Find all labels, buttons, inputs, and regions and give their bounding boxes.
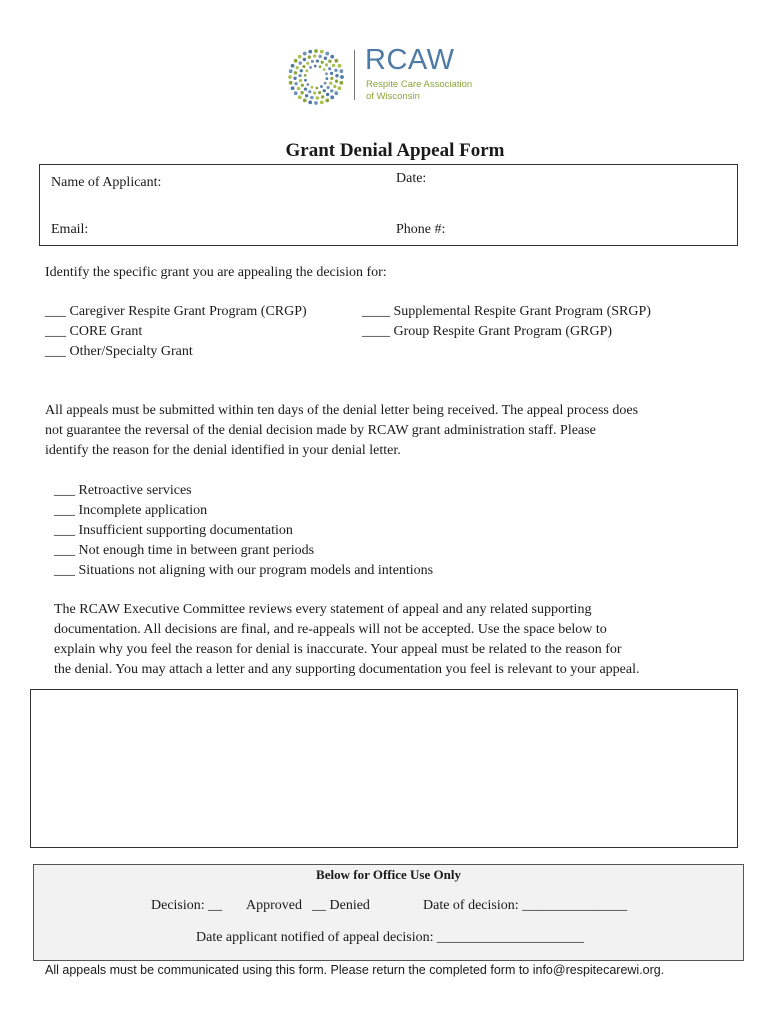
logo-dot bbox=[313, 54, 316, 57]
logo-dot bbox=[313, 91, 316, 94]
logo-dot bbox=[330, 77, 333, 80]
logo-dot bbox=[303, 58, 306, 61]
logo-dot bbox=[293, 77, 296, 80]
logo-dot bbox=[311, 60, 314, 63]
logo-dot bbox=[298, 74, 301, 77]
logo-dot bbox=[325, 99, 329, 103]
logo-dot bbox=[314, 101, 318, 105]
logo-dot bbox=[326, 93, 329, 96]
logo-dot bbox=[323, 68, 326, 71]
logo-dot bbox=[315, 87, 318, 90]
logo-name: RCAW bbox=[365, 44, 455, 76]
appeal-explanation-box[interactable] bbox=[30, 689, 738, 848]
logo-dot bbox=[340, 75, 344, 79]
logo-dot bbox=[310, 96, 313, 99]
logo-dot bbox=[328, 60, 331, 63]
logo-dot bbox=[320, 100, 324, 104]
committee-instructions-line: the denial. You may attach a letter and any supporting documentation you feel is relevant to your appeal. bbox=[54, 662, 640, 677]
logo-dot bbox=[323, 89, 326, 92]
logo-dot bbox=[294, 91, 298, 95]
decision-label: Decision: __ bbox=[151, 898, 223, 913]
logo-dot bbox=[288, 75, 292, 79]
logo-dot bbox=[329, 82, 332, 85]
logo-dot bbox=[306, 69, 309, 72]
logo-dot bbox=[298, 95, 302, 99]
logo-dot bbox=[324, 57, 327, 60]
applicant-name-field[interactable]: Name of Applicant: bbox=[51, 175, 162, 190]
logo-dot bbox=[300, 69, 303, 72]
logo-dot bbox=[320, 85, 323, 88]
phone-field[interactable]: Phone #: bbox=[396, 222, 446, 237]
logo-dot bbox=[330, 55, 334, 59]
logo-dot bbox=[297, 87, 300, 90]
logo-dot bbox=[291, 64, 295, 68]
office-use-box bbox=[33, 864, 744, 961]
logo-dot bbox=[335, 74, 338, 77]
logo-tagline-line1: Respite Care Association bbox=[366, 79, 473, 90]
logo-dot bbox=[334, 69, 337, 72]
date-field[interactable]: Date: bbox=[396, 171, 427, 186]
logo-dot bbox=[299, 79, 302, 82]
appeal-instructions-line: All appeals must be submitted within ten days of the denial letter being received. The appeal process does bbox=[45, 403, 639, 418]
logo-dot bbox=[308, 100, 312, 104]
grant-option-grgp[interactable]: ____ Group Respite Grant Program (GRGP) bbox=[362, 324, 613, 339]
committee-instructions-line: explain why you feel the reason for denial is inaccurate. Your appeal must be related to the reason for bbox=[54, 642, 622, 657]
logo-dot bbox=[307, 83, 310, 86]
rcaw-logo-mark bbox=[287, 48, 345, 106]
logo-dot bbox=[339, 81, 343, 85]
logo-dot bbox=[332, 64, 335, 67]
logo-dot bbox=[334, 91, 338, 95]
logo-dot bbox=[294, 82, 297, 85]
committee-instructions bbox=[54, 600, 640, 680]
committee-instructions-line: documentation. All decisions are final, and re-appeals will not be accepted. Use the space below to bbox=[54, 622, 607, 637]
logo-dot bbox=[334, 59, 338, 63]
logo-dot bbox=[320, 50, 324, 54]
logo-dot bbox=[330, 95, 334, 99]
logo-divider bbox=[354, 50, 355, 100]
appeal-instructions bbox=[45, 401, 638, 461]
reason-incomplete[interactable]: ___ Incomplete application bbox=[54, 503, 208, 518]
logo-dot bbox=[318, 55, 321, 58]
applicant-info-box bbox=[39, 164, 738, 246]
logo-dot bbox=[305, 94, 308, 97]
logo-dot bbox=[304, 87, 307, 90]
reason-time-between[interactable]: ___ Not enough time in between grant periods bbox=[54, 543, 315, 558]
grant-option-crgp[interactable]: ___ Caregiver Respite Grant Program (CRGP) bbox=[45, 304, 307, 319]
logo-dot bbox=[325, 63, 328, 66]
logo-dot bbox=[303, 52, 307, 56]
logo-dot bbox=[321, 61, 324, 64]
logo-dot bbox=[306, 62, 309, 65]
date-notified: Date applicant notified of appeal decision: _____________________ bbox=[196, 930, 585, 945]
denial-reasons-list bbox=[54, 481, 433, 581]
logo-tagline-line2: of Wisconsin bbox=[366, 91, 420, 102]
logo-dot bbox=[321, 95, 324, 98]
logo-dot bbox=[309, 66, 312, 69]
form-title: Grant Denial Appeal Form bbox=[285, 140, 505, 161]
reason-retroactive[interactable]: ___ Retroactive services bbox=[54, 483, 192, 498]
grant-options-right bbox=[362, 302, 651, 342]
logo-dot bbox=[325, 72, 328, 75]
logo-dot bbox=[289, 81, 293, 85]
logo-dot bbox=[314, 49, 318, 53]
logo-dot bbox=[338, 86, 342, 90]
logo-dot bbox=[311, 86, 314, 89]
logo-dot bbox=[319, 65, 322, 68]
logo-dot bbox=[294, 71, 297, 74]
reason-insufficient-docs[interactable]: ___ Insufficient supporting documentation bbox=[54, 523, 293, 538]
logo-dot bbox=[296, 66, 299, 69]
office-use-title: Below for Office Use Only bbox=[316, 867, 461, 882]
logo-dot bbox=[314, 65, 317, 68]
logo-dot bbox=[308, 90, 311, 93]
logo-dot bbox=[325, 77, 328, 80]
grant-prompt: Identify the specific grant you are appealing the decision for: bbox=[45, 265, 387, 280]
date-of-decision: Date of decision: _______________ bbox=[423, 898, 628, 913]
logo-dot bbox=[330, 72, 333, 75]
logo-dot bbox=[291, 86, 295, 90]
logo-dot bbox=[333, 85, 336, 88]
email-field[interactable]: Email: bbox=[51, 222, 89, 237]
logo-dot bbox=[300, 91, 303, 94]
logo-dot bbox=[316, 96, 319, 99]
appeal-instructions-line: not guarantee the reversal of the denial decision made by RCAW grant administration staff. Please bbox=[45, 423, 596, 438]
logo-dot bbox=[304, 79, 307, 82]
logo-dot bbox=[339, 69, 343, 73]
logo-dot bbox=[335, 79, 338, 82]
logo-dot bbox=[302, 65, 305, 68]
logo-dot bbox=[299, 61, 302, 64]
footer-note: All appeals must be communicated using this form. Please return the completed form to info@respitecarewi.org. bbox=[45, 963, 665, 977]
logo-dot bbox=[304, 74, 307, 77]
logo-dot bbox=[316, 59, 319, 62]
grant-option-other[interactable]: ___ Other/Specialty Grant bbox=[45, 344, 193, 359]
committee-instructions-line: The RCAW Executive Committee reviews every statement of appeal and any related supporting bbox=[54, 602, 592, 617]
logo-dot bbox=[298, 55, 302, 59]
approved-option: Approved bbox=[246, 898, 302, 913]
logo-dot bbox=[326, 86, 329, 89]
logo-dot bbox=[325, 52, 329, 56]
logo-dot bbox=[308, 50, 312, 54]
logo-dot bbox=[318, 91, 321, 94]
logo-dot bbox=[301, 84, 304, 87]
logo-dot bbox=[328, 67, 331, 70]
logo-dot bbox=[289, 69, 293, 73]
logo-dot bbox=[294, 59, 298, 63]
grant-option-srgp[interactable]: ____ Supplemental Respite Grant Program (SRGP) bbox=[362, 304, 651, 319]
logo-dot bbox=[330, 89, 333, 92]
grant-options-left bbox=[45, 302, 307, 362]
grant-option-core[interactable]: ___ CORE Grant bbox=[45, 324, 143, 339]
logo-dot bbox=[308, 55, 311, 58]
logo-dot bbox=[303, 99, 307, 103]
logo-dot bbox=[324, 82, 327, 85]
reason-program-alignment[interactable]: ___ Situations not aligning with our program models and intentions bbox=[54, 563, 434, 578]
logo-dot bbox=[338, 64, 342, 68]
denied-option: __ Denied bbox=[312, 898, 370, 913]
appeal-instructions-line: identify the reason for the denial identified in your denial letter. bbox=[45, 443, 401, 458]
